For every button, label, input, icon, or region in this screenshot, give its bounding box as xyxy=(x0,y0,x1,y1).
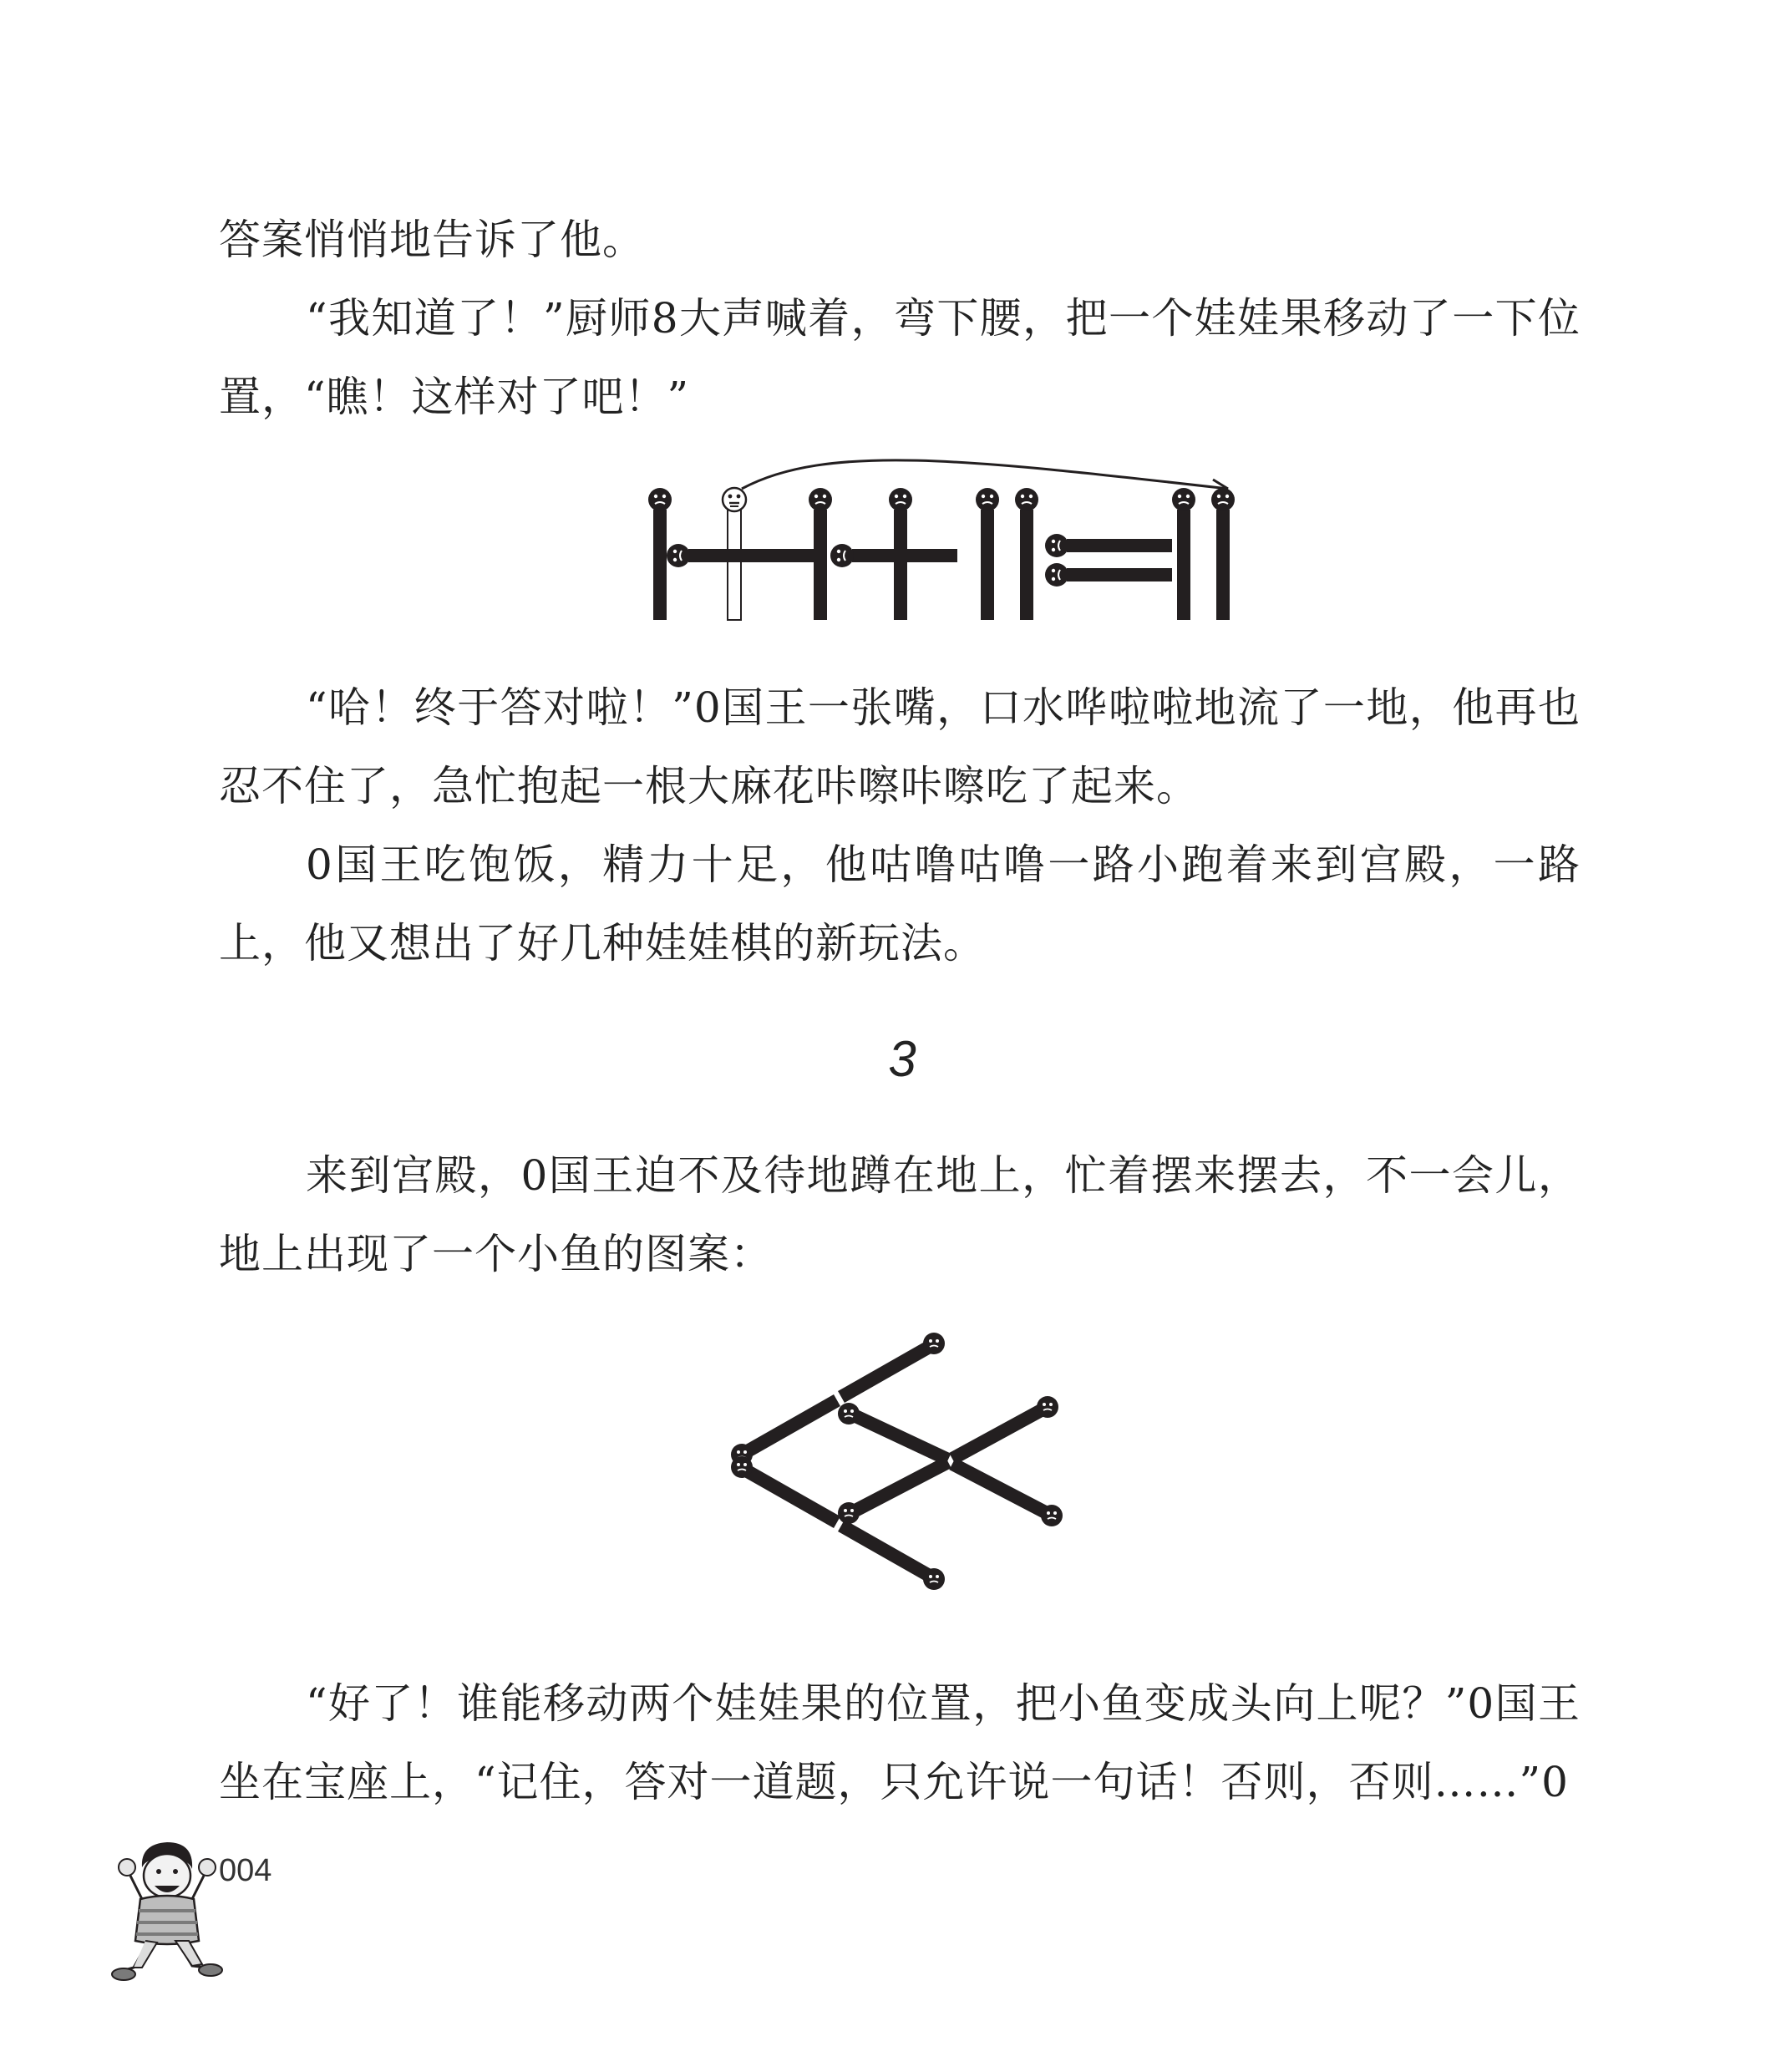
paragraph-6: “好了！谁能移动两个娃娃果的位置，把小鱼变成头向上呢？”0国王坐在宝座上，“记住，答对一道题，只允许说一句话！否则，否则……”0 xyxy=(219,1679,1581,1806)
paragraph-2: “我知道了！”厨师8大声喊着，弯下腰，把一个娃娃果移动了一下位置，“瞧！这样对了吧！” xyxy=(219,294,1581,421)
paragraph-1: 答案悄悄地告诉了他。 xyxy=(219,216,645,264)
page-number: 004 xyxy=(219,1853,272,1888)
paragraph-4: 0国王吃饱饭，精力十足，他咕噜咕噜一路小跑着来到宫殿，一路上，他又想出了好几种娃娃棋的新玩法。 xyxy=(219,840,1581,967)
paragraph-3: “哈！终于答对啦！”0国王一张嘴，口水哗啦啦地流了一地，他再也忍不住了，急忙抱起一根大麻花咔嚓咔嚓吃了起来。 xyxy=(219,683,1581,810)
move-arrow xyxy=(742,460,1228,489)
section-number: 3 xyxy=(888,1031,916,1087)
moved-stick-outline xyxy=(728,510,741,620)
mascot-character-illustration xyxy=(109,1834,226,1988)
paragraph-5: 来到宫殿，0国王迫不及待地蹲在地上，忙着摆来摆去，不一会儿，地上出现了一个小鱼的图案： xyxy=(219,1151,1581,1278)
moved-stick-face xyxy=(723,488,746,511)
horizontal-matchsticks xyxy=(688,539,1172,581)
matchstick-equation-illustration xyxy=(618,451,1270,635)
matchstick-fish-illustration xyxy=(710,1303,1094,1621)
